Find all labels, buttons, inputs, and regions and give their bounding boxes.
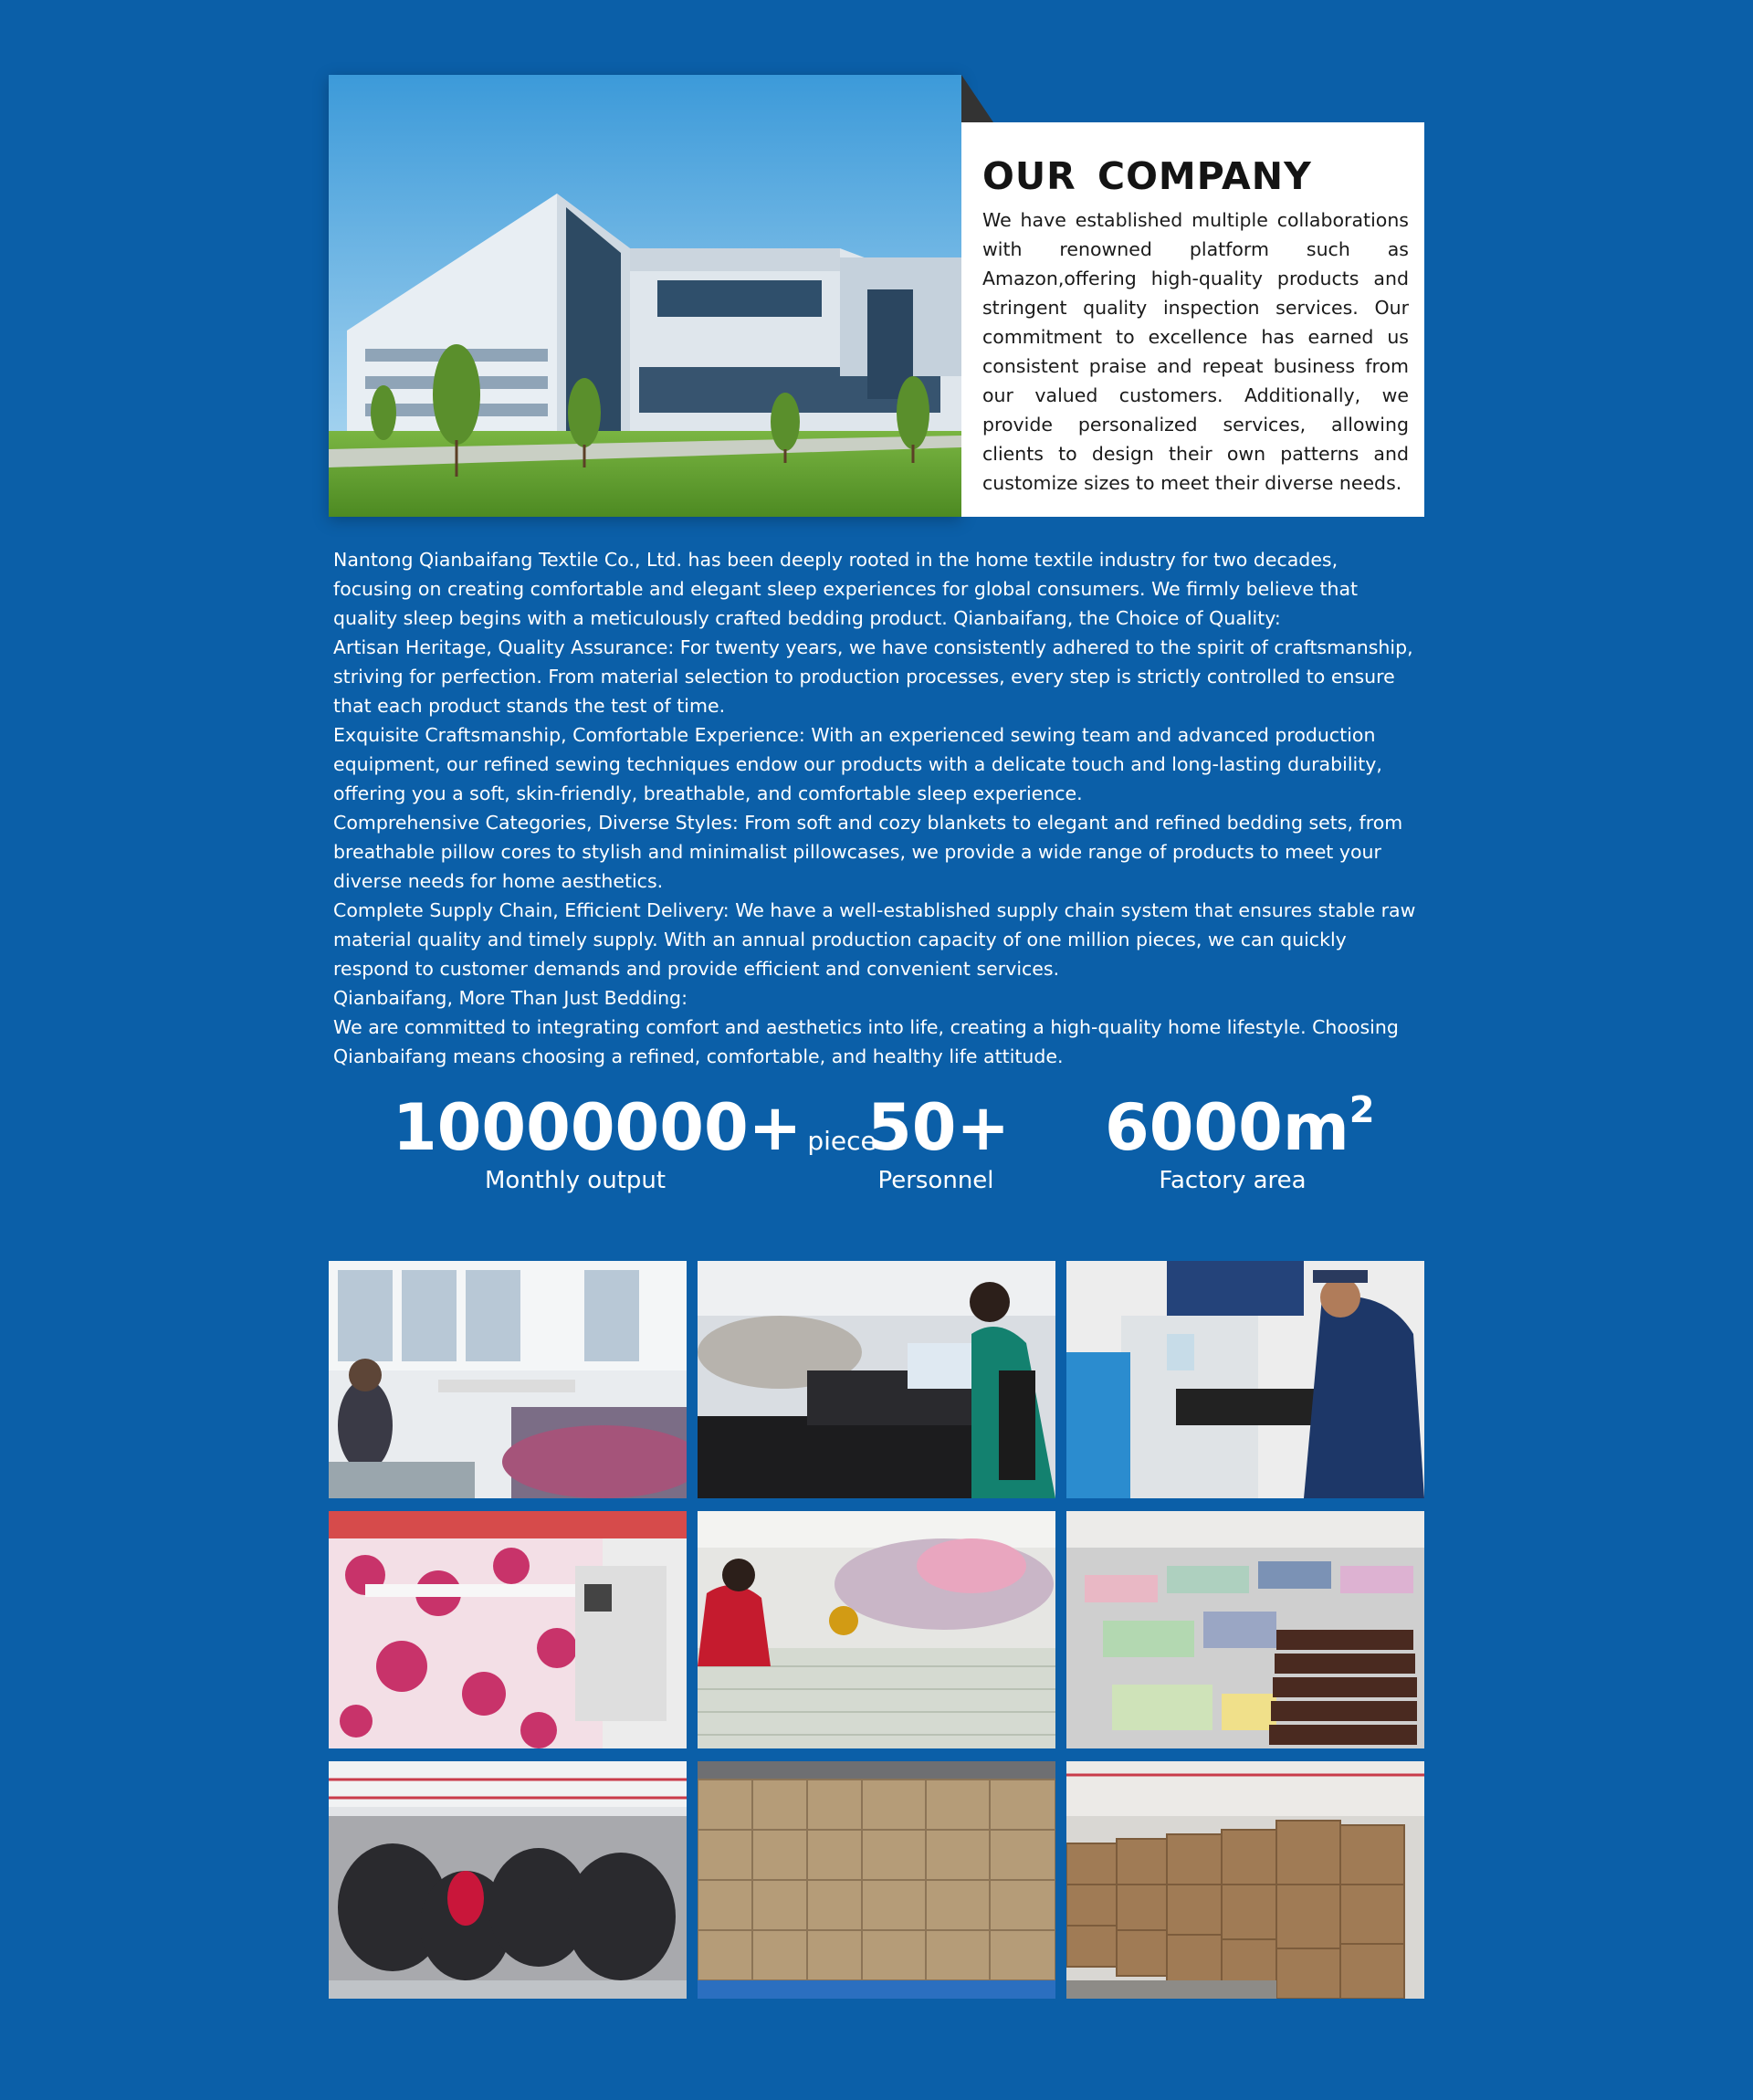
stat-monthly-output: [393, 1090, 876, 1194]
stat-personnel: [867, 1090, 1011, 1194]
stat-number: 10000000+: [393, 1090, 803, 1165]
floral-quilting-machine-photo: [329, 1511, 687, 1748]
intro-paragraph: Complete Supply Chain, Efficient Delivery: We have a well-established supply chain system that ensures stable raw material quality and timely supply. With an annual production capacity of one million pieces, we can quickly respond to customer demands and provide efficient and convenient services.: [333, 899, 1416, 980]
card-fold-shadow: [961, 75, 993, 122]
quilt-sewing-photo: [698, 1511, 1055, 1748]
stat-label: Personnel: [877, 1167, 994, 1194]
stat-label: Factory area: [1159, 1167, 1307, 1194]
factory-photo-gallery: [329, 1261, 1424, 1999]
fabric-folding-photo: [698, 1261, 1055, 1498]
intro-paragraph: Exquisite Craftsmanship, Comfortable Experience: With an experienced sewing team and advanced production equipment, our refined sewing techniques endow our products with a delicate touch and long-lasting durability, offering you a soft, skin-friendly, breathable, and comfortable sleep experience.: [333, 724, 1382, 804]
quality-inspection-photo: [1066, 1261, 1424, 1498]
intro-paragraph: Nantong Qianbaifang Textile Co., Ltd. has been deeply rooted in the home textile industry for two decades, focusing on creating comfortable and elegant sleep experiences for global consumers. We firmly believe that quality sleep begins with a meticulously crafted bedding product. Qianbaifang, the Choice of Quality:: [333, 549, 1359, 629]
company-building-photo: [329, 75, 961, 517]
sewing-workshop-photo: [329, 1261, 687, 1498]
folded-towels-photo: [1066, 1511, 1424, 1748]
stat-value: [393, 1090, 876, 1165]
stat-label: Monthly output: [484, 1167, 667, 1194]
stat-number: 50+: [867, 1090, 1011, 1165]
stat-factory-area: [1105, 1089, 1375, 1194]
carton-stack-photo: [698, 1761, 1055, 1999]
intro-paragraph: We are committed to integrating comfort and aesthetics into life, creating a high-quality home lifestyle. Choosing Qianbaifang means choosing a refined, comfortable, and healthy life attitude.: [333, 1016, 1399, 1067]
intro-paragraph: Comprehensive Categories, Diverse Styles: From soft and cozy blankets to elegant and refined bedding sets, from breathable pillow cores to stylish and minimalist pillowcases, we provide a wide range of products to meet your diverse needs for home aesthetics.: [333, 812, 1403, 892]
our-company-description: We have established multiple collaborations with renowned platform such as Amazon,offering high-quality products and stringent quality inspection services. Our commitment to excellence has earned us consistent praise and repeat business from our valued customers. Additionally, we provide personalized services, allowing clients to design their own patterns and customize sizes to meet their diverse needs.: [982, 209, 1409, 495]
building-illustration: [329, 75, 961, 517]
intro-paragraph: Artisan Heritage, Quality Assurance: For twenty years, we have consistently adhered to the spirit of craftsmanship, striving for perfection. From material selection to production processes, every step is strictly controlled to ensure that each product stands the test of time.: [333, 636, 1413, 717]
intro-paragraph: Qianbaifang, More Than Just Bedding:: [333, 987, 688, 1009]
our-company-card: [961, 122, 1424, 517]
stat-value: [1105, 1089, 1375, 1165]
stat-number: 6000m: [1105, 1090, 1349, 1165]
stat-unit: piece: [807, 1126, 876, 1156]
our-company-title: OUR COMPANY: [982, 154, 1312, 198]
stats-row: [329, 1089, 1424, 1223]
warehouse-cartons-photo: [1066, 1761, 1424, 1999]
company-intro: [333, 545, 1420, 1071]
stat-superscript: 2: [1349, 1089, 1375, 1131]
packaged-blankets-photo: [329, 1761, 687, 1999]
